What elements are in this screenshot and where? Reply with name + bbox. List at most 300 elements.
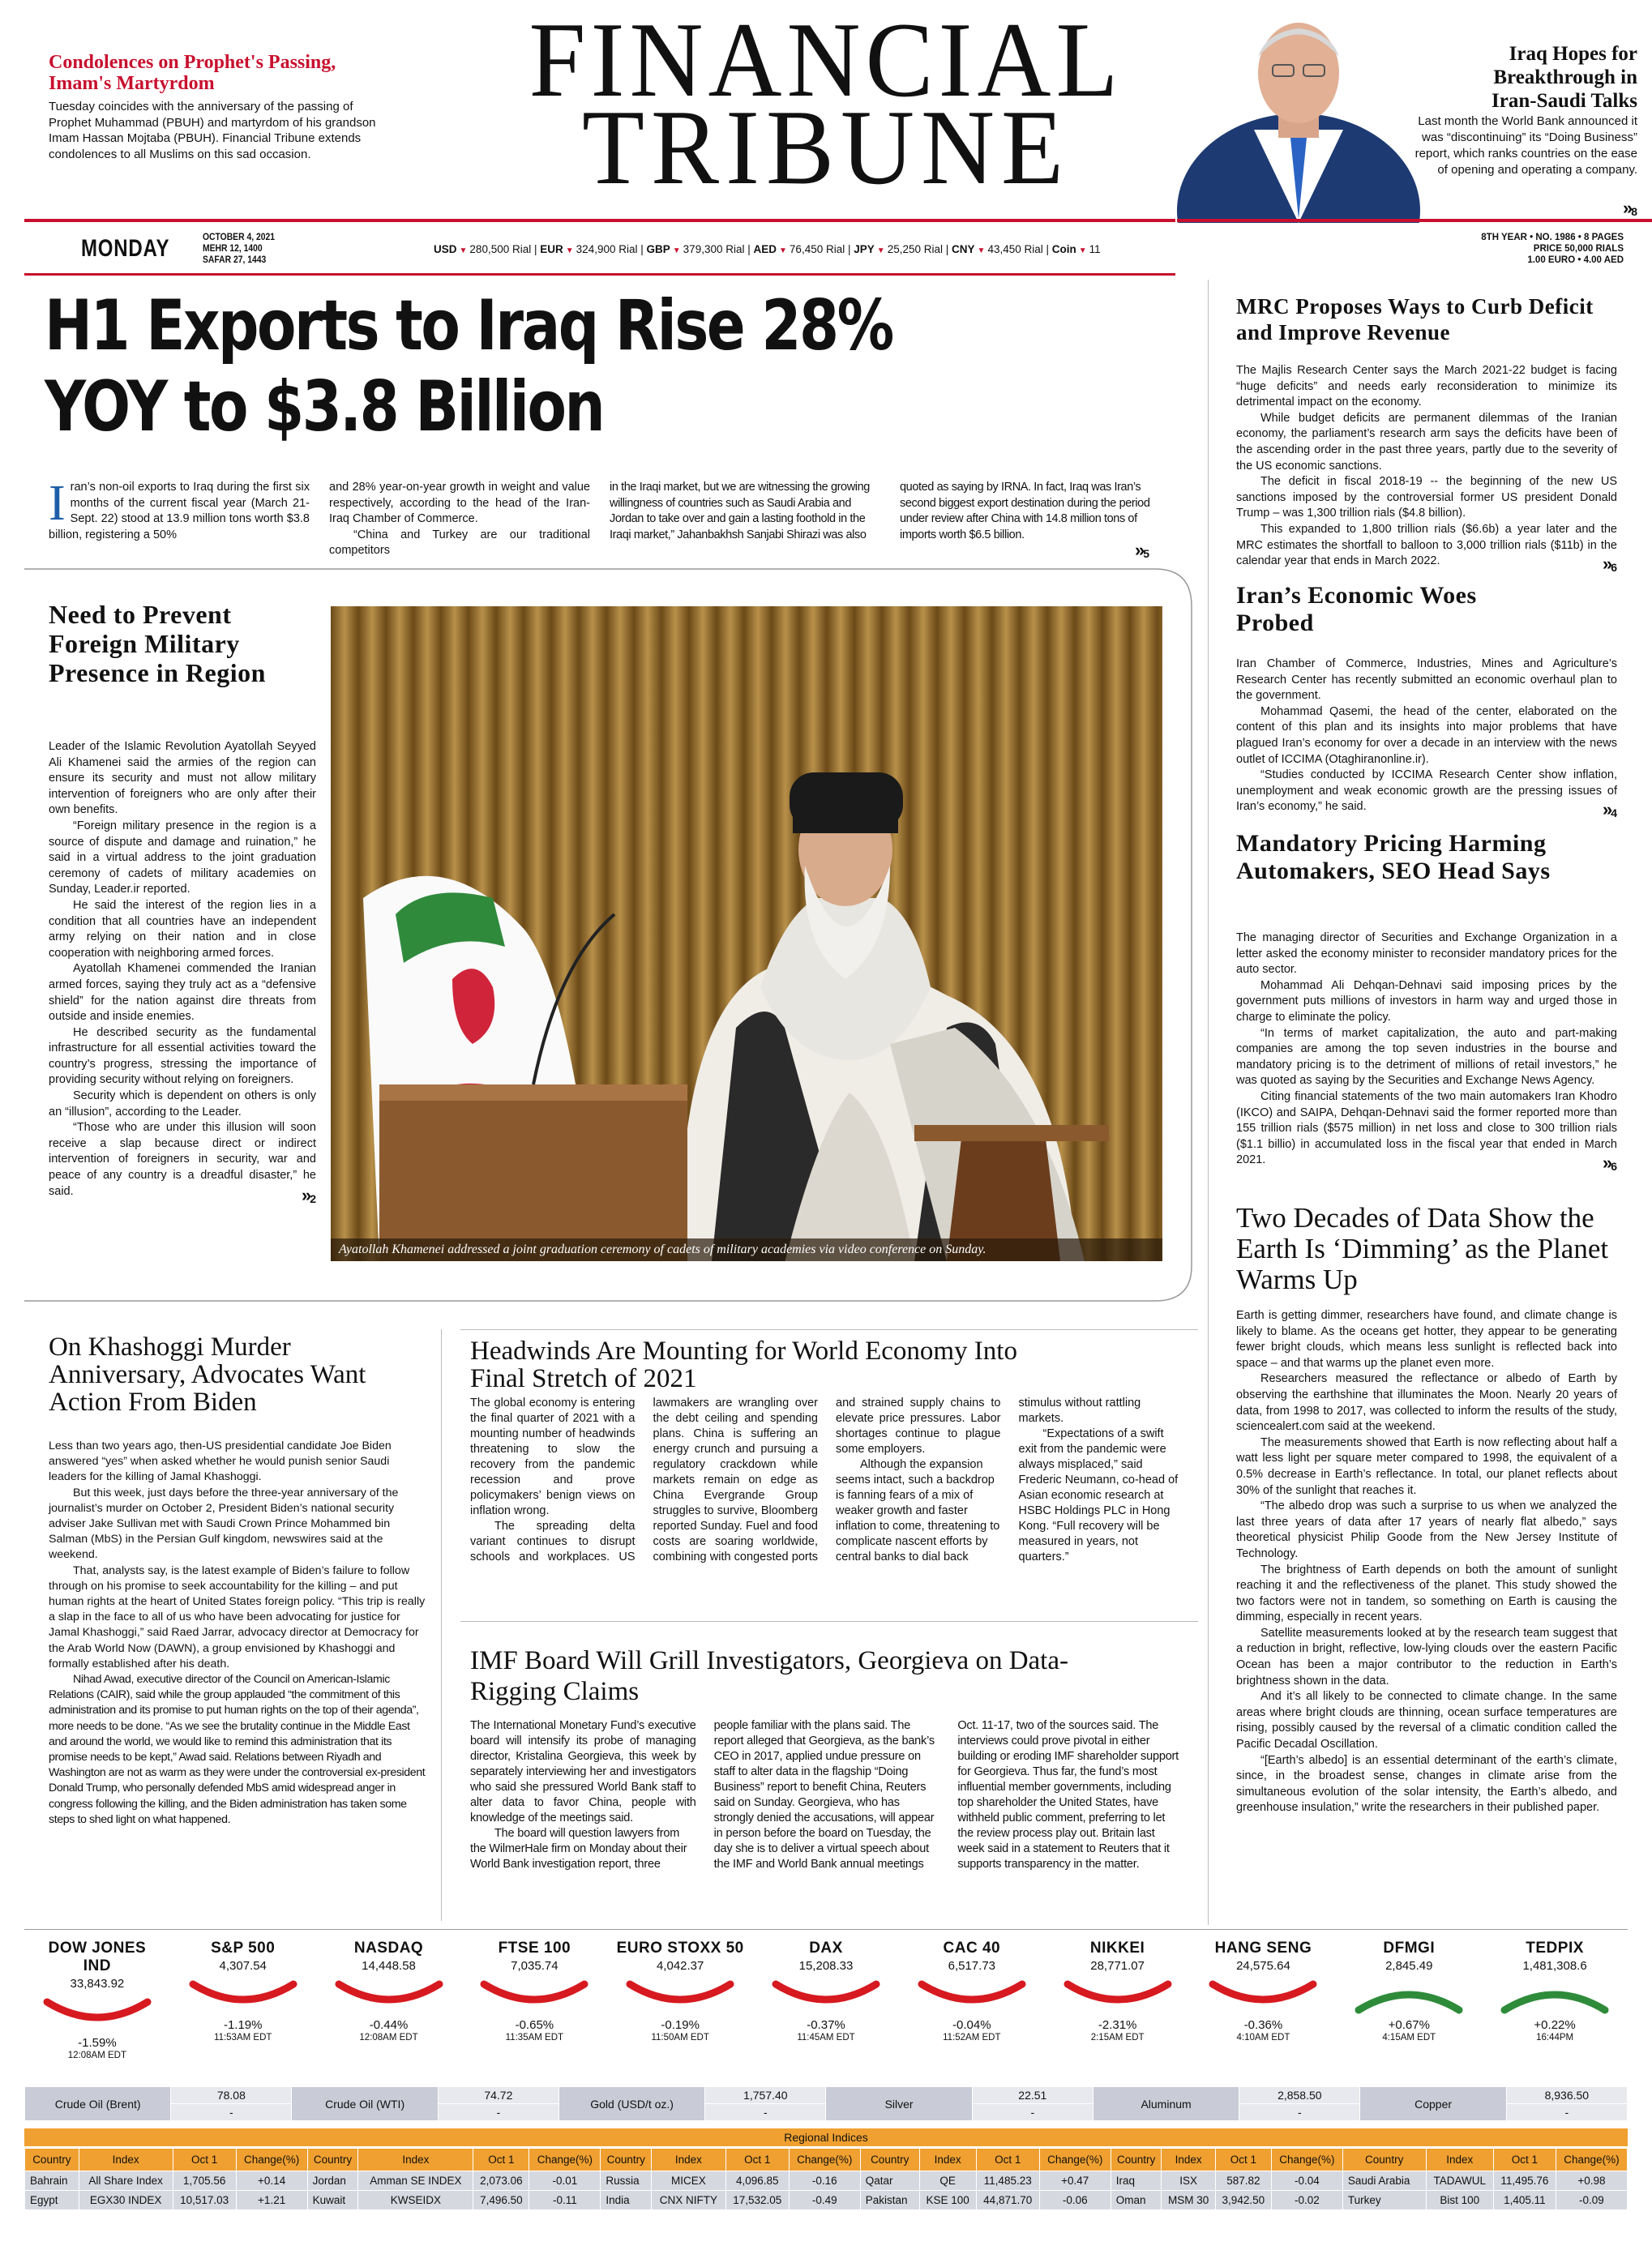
regional-indices-title: Regional Indices: [24, 2128, 1628, 2146]
commodity-value: 8,936.50: [1506, 2087, 1627, 2104]
woes-headline: Iran’s Economic Woes Probed: [1236, 582, 1477, 636]
khashoggi-p2: But this week, just days before the three-year anniversary of the journalist’s murder on October 2, President Biden’s national security adviser Jake Sullivan met with Saudi Crown Prince Mohammed bin Salman (MbS) in the Persian Gulf kingdom, newswires said at the weekend.: [49, 1486, 399, 1562]
ticker-value: 280,500 Rial: [469, 243, 532, 255]
photo-caption: Ayatollah Khamenei addressed a joint graduation ceremony of cadets of military academies via video conference on Sunday.: [331, 1238, 1162, 1261]
regional-cell: All Share Index: [79, 2171, 173, 2191]
ticker-value: 324,900 Rial: [576, 243, 638, 255]
regional-header: Index: [358, 2149, 473, 2171]
ticker-separator: |: [1042, 243, 1052, 255]
down-arrow-icon: [623, 1978, 737, 2017]
lead-col-2b-text: “China and Turkey are our traditional competitors: [329, 528, 590, 558]
regional-cell: Saudi Arabia: [1342, 2171, 1426, 2191]
pricing-body: [1236, 930, 1617, 1174]
index-change: +0.67%: [1388, 2018, 1430, 2032]
regional-header: Oct 1: [1215, 2149, 1271, 2171]
lead-headline-2: YOY to $3.8 Billion: [45, 366, 604, 447]
index-value: 4,042.37: [656, 1959, 704, 1973]
date-block: [203, 232, 275, 266]
condolences-headline: Condolences on Prophet's Passing, Imam's Martyrdom: [49, 52, 336, 94]
imf-p1: The International Monetary Fund’s executive board will intensify its probe of managing director, Kristalina Georgieva, this week by separately interviewing her and investigators who said she pressured World Bank staff to alter data to favor China, people with knowledge of the meetings said.: [470, 1719, 696, 1824]
regional-cell: -0.02: [1271, 2191, 1342, 2210]
ticker-separator: |: [637, 243, 647, 255]
regional-header: Change(%): [1039, 2149, 1111, 2171]
index-card: [178, 1940, 308, 2043]
index-time: 16:44PM: [1536, 2033, 1574, 2043]
commodity-change: -: [1506, 2104, 1627, 2121]
commodity-name: Silver: [826, 2087, 972, 2121]
index-name: EURO STOXX 50: [616, 1940, 744, 1957]
regional-cell: KWSEIDX: [358, 2191, 473, 2210]
index-value: 1,481,308.6: [1522, 1959, 1587, 1973]
ticker-item: [1052, 243, 1101, 255]
down-arrow-icon: [477, 1978, 591, 2017]
earth-p7: And it’s all likely to be connected to climate change. In the same areas where bright clouds are thinning, ocean surface temperatures are rising, possibly caused by the reversal of a climatic condition called the Pacific Decadal Oscillation.: [1236, 1690, 1617, 1752]
pricing-p1: The managing director of Securities and Exchange Organization in a letter asked the economy minister to reconsider mandatory prices for the auto sector.: [1236, 931, 1617, 977]
military-p5: He described security as the fundamental infrastructure for all essential activities toward the country’s progress, stressing the importance of providing security without relying on foreigners.: [49, 1025, 316, 1087]
down-arrow-icon: [769, 1978, 883, 2017]
regional-header: Index: [919, 2149, 976, 2171]
ticker-item: [434, 243, 540, 255]
pricing-page: 6: [1611, 1159, 1617, 1173]
commodity-change: -: [171, 2104, 292, 2121]
commodity-change: -: [438, 2104, 559, 2121]
military-page: 2: [310, 1192, 316, 1206]
index-card: [907, 1940, 1037, 2043]
regional-cell: +0.47: [1039, 2171, 1111, 2191]
headwinds-body: [470, 1396, 1183, 1615]
main-photo: [331, 606, 1162, 1261]
index-change: -1.19%: [223, 2018, 263, 2032]
regional-indices-table: [24, 2148, 1628, 2210]
down-arrow-icon: ▼: [977, 246, 986, 255]
regional-header: Index: [1426, 2149, 1493, 2171]
earth-p2: Researchers measured the reflectance or albedo of Earth by observing the earthshine that illuminates the Moon. Nearly 20 years of data, from 1998 to 2017, was collected to inform the results of the study, sciencealert.com said at the weekend.: [1236, 1372, 1617, 1434]
regional-cell: +0.98: [1556, 2171, 1627, 2191]
continued-arrow-icon: »6: [1602, 1152, 1617, 1173]
index-card: [324, 1940, 454, 2043]
index-card: [761, 1940, 891, 2043]
ticker-separator: |: [845, 243, 854, 255]
regional-cell: -0.09: [1556, 2191, 1627, 2210]
down-arrow-icon: ▼: [876, 246, 885, 255]
issue-price: PRICE 50,000 RIALS: [1533, 244, 1624, 254]
ticker-code: CNY: [952, 243, 975, 255]
day-label: MONDAY: [81, 235, 170, 262]
regional-cell: -0.01: [529, 2171, 601, 2191]
commodity-value: 2,858.50: [1239, 2087, 1360, 2104]
regional-header: Oct 1: [473, 2149, 529, 2171]
ticker-value: 76,450 Rial: [789, 243, 845, 255]
lead-dropcap: I: [49, 476, 66, 531]
regional-cell: 587.82: [1215, 2171, 1271, 2191]
index-name: NASDAQ: [353, 1940, 424, 1957]
pricing-p2: Mohammad Ali Dehqan-Dehnavi said imposing prices by the government puts millions of investors in harm way and urged those in charge to eliminate the policy.: [1236, 978, 1617, 1024]
woes-p3: “Studies conducted by ICCIMA Research Center show inflation, unemployment and weak economic growth are the pressing issues of Iran’s economy,” he said.: [1236, 768, 1617, 814]
ticker-code: USD: [434, 243, 457, 255]
regional-header: Oct 1: [725, 2149, 789, 2171]
down-arrow-icon: [1206, 1978, 1320, 2017]
regional-row: [25, 2191, 1628, 2210]
right-column-divider: [1208, 280, 1209, 1925]
index-time: 11:52AM EDT: [943, 2033, 1001, 2043]
index-change: -0.04%: [952, 2018, 991, 2032]
ticker-item: [754, 243, 854, 255]
regional-cell: Pakistan: [860, 2191, 919, 2210]
pricing-p3: “In terms of market capitalization, the auto and part-making companies are among the top seven industries in the bourse and mandatory pricing is to the detriment of millions of retail investors,” he was quoted as saying by the Securities and Exchange News Agency.: [1236, 1026, 1617, 1088]
index-value: 33,843.92: [70, 1977, 125, 1991]
portrait-photo: [1177, 8, 1420, 223]
index-change: -1.59%: [78, 2036, 117, 2050]
ticker-code: AED: [753, 243, 777, 255]
down-arrow-icon: ▼: [565, 246, 574, 255]
regional-cell: +0.14: [236, 2171, 307, 2191]
lead-headline-1: H1 Exports to Iraq Rise 28%: [45, 285, 892, 366]
regional-cell: Amman SE INDEX: [358, 2171, 473, 2191]
woes-p2: Mohammad Qasemi, the head of the center, elaborated on the content of this plan and its insights into major problems that have plagued Iran’s economy for over a decade in an interview with the news outlet of ICCIMA (Otaghiranonline.ir).: [1236, 704, 1617, 766]
down-arrow-icon: ▼: [672, 246, 681, 255]
ticker-code: Coin: [1051, 243, 1076, 255]
index-time: 11:45AM EDT: [797, 2033, 855, 2043]
index-card: [1490, 1940, 1620, 2043]
earth-p3: The measurements showed that Earth is now reflecting about half a watt less light per square meter compared to 1998, the equivalent of a 0.5% decrease in Earth’s reflectance. In total, our planet reflects about 30% of the sunlight that reaches it.: [1236, 1435, 1617, 1497]
imf-body: [470, 1718, 1183, 1921]
regional-cell: TADAWUL: [1426, 2171, 1493, 2191]
headwinds-p3: Although the expansion seems intact, such a backdrop is fanning fears of a mix of weaker growth and faster inflation to come, threatening to complicate nascent efforts by central banks to dial back stimulus without rattling markets.: [836, 1397, 1141, 1563]
regional-cell: 11,485.23: [976, 2171, 1039, 2191]
index-time: 4:15AM EDT: [1382, 2033, 1436, 2043]
commodity-change: -: [972, 2104, 1093, 2121]
commodity-value: 78.08: [171, 2087, 292, 2104]
regional-header: Oct 1: [976, 2149, 1039, 2171]
military-p2: “Foreign military presence in the region is a source of dispute and damage and ruination,” he said in a virtual address to the joint graduation ceremony of cadets of military academies on Sunday, Leader.ir reported.: [49, 819, 316, 896]
regional-cell: Turkey: [1342, 2191, 1426, 2210]
index-name: FTSE 100: [498, 1940, 571, 1957]
military-body: [49, 739, 316, 1206]
regional-cell: Bahrain: [25, 2171, 79, 2191]
khashoggi-p1: Less than two years ago, then-US presidential candidate Joe Biden answered “yes” when asked whether he would punish senior Saudi leaders for the killing of Jamal Khashoggi.: [49, 1439, 392, 1484]
lead-col-1-text: ran’s non-oil exports to Iraq during the first six months of the current fiscal year (March 21-Sept. 22) stood at 13.9 million tons worth $3.8 billion, registering a 50%: [49, 481, 310, 541]
regional-cell: -0.49: [789, 2191, 860, 2210]
mrc-body: [1236, 363, 1617, 575]
down-arrow-icon: [1061, 1978, 1175, 2017]
pricing-headline: Mandatory Pricing Harming Automakers, SEO Head Says: [1236, 830, 1551, 884]
pricing-p4: Citing financial statements of the two main automakers Iran Khodro (IKCO) and SAIPA, Dehqan-Dehnavi said the former reported more than 155 trillion rials ($575 million) in net loss and close to 300 trillion rials ($1.1 billio) in accumulated loss in the fiscal year that ended in March 2021.: [1236, 1089, 1617, 1167]
mrc-p1: The Majlis Research Center says the March 2021-22 budget is facing “huge deficits” and needs early reconsideration to minimize its detrimental impact on the economy.: [1236, 364, 1617, 409]
regional-cell: -0.11: [529, 2191, 601, 2210]
down-arrow-icon: [186, 1978, 300, 2017]
regional-cell: QE: [919, 2171, 976, 2191]
up-arrow-icon: [1352, 1978, 1466, 2017]
regional-header: Change(%): [236, 2149, 307, 2171]
regional-header: Index: [79, 2149, 173, 2171]
regional-cell: Russia: [601, 2171, 652, 2191]
regional-cell: 7,496.50: [473, 2191, 529, 2210]
date-persian: MEHR 12, 1400: [203, 244, 263, 254]
lead-col-2a-text: and 28% year-on-year growth in weight and value respectively, according to the head of the Iran-Iraq Chamber of Commerce.: [329, 481, 590, 526]
commodity-name: Crude Oil (Brent): [25, 2087, 171, 2121]
headwinds-top-rule: [460, 1329, 1198, 1330]
currency-ticker: [434, 243, 1175, 263]
index-card: [615, 1940, 745, 2043]
logo-line-1: FINANCIAL: [529, 1, 1123, 120]
commodity-change: -: [1239, 2104, 1360, 2121]
index-time: 11:35AM EDT: [505, 2033, 564, 2043]
military-p1: Leader of the Islamic Revolution Ayatollah Seyyed Ali Khamenei said the armies of the region can ensure its security and must not allow military intervention of foreigners who are only after their own benefits.: [49, 740, 316, 817]
regional-cell: 4,096.85: [725, 2171, 789, 2191]
regional-header: Country: [1342, 2149, 1426, 2171]
index-name: CAC 40: [943, 1940, 1001, 1957]
imf-top-rule: [460, 1621, 1198, 1622]
regional-header-row: [25, 2149, 1628, 2171]
index-name: DFMGI: [1383, 1940, 1436, 1957]
khashoggi-headline: On Khashoggi Murder Anniversary, Advocates Want Action From Biden: [49, 1332, 366, 1417]
down-arrow-icon: [915, 1978, 1029, 2017]
masthead-rule-top-right: [1177, 219, 1652, 222]
continued-arrow-icon: »8: [1622, 198, 1637, 218]
regional-cell: 2,073.06: [473, 2171, 529, 2191]
mrc-p2: While budget deficits are permanent dilemmas of the Iranian economy, the parliament’s research arm says the deficits have been of the ascending order in the past three years, partly due to the severity of the US economic sanctions.: [1236, 411, 1617, 473]
woes-body: [1236, 657, 1617, 820]
military-p3: He said the interest of the region lies in a condition that all countries have an independent army relying on their nation and in close cooperation with neighboring armed forces.: [49, 898, 316, 960]
index-card: [1344, 1940, 1474, 2043]
index-change: -0.65%: [515, 2018, 554, 2032]
commodity-name: Aluminum: [1093, 2087, 1239, 2121]
regional-header: Oct 1: [1493, 2149, 1556, 2171]
index-change: -0.19%: [661, 2018, 700, 2032]
regional-cell: MICEX: [652, 2171, 726, 2191]
mrc-page: 6: [1611, 560, 1617, 574]
headwinds-p1: The global economy is entering the final quarter of 2021 with a mounting number of headwinds threatening to slow the recovery from the pandemic recession and prove policymakers’ benign views on inflation wrong.: [470, 1397, 636, 1517]
index-card: [32, 1940, 162, 2060]
index-value: 2,845.49: [1385, 1959, 1433, 1973]
index-value: 28,771.07: [1090, 1959, 1145, 1973]
commodity-value: 22.51: [972, 2087, 1093, 2104]
headwinds-p2: The spreading delta variant continues to disrupt schools and workplaces. US lawmakers are wrangling over the debt ceiling and spending plans. China is suffering an energy crunch and pursuing a regulatory crackdown while markets remain on edge as China Evergrande Group struggles to survive, Bloomberg reported Sunday. Fuel and food costs are soaring worldwide, combining with congested ports and strained supply chains to elevate price pressures. Labor shortages continue to plague some employers.: [470, 1397, 1001, 1563]
commodities-table: [24, 2086, 1628, 2121]
regional-cell: 11,495.76: [1493, 2171, 1556, 2191]
index-time: 2:15AM EDT: [1090, 2033, 1145, 2043]
headwinds-p4: “Expectations of a swift exit from the pandemic were always misplaced,” said Frederic Neumann, co-head of Asian economic research at HSBC Holdings PLC in Hong Kong. “Full recovery will be measured in years, not quarters.”: [1018, 1427, 1179, 1563]
ticker-item: [952, 243, 1052, 255]
regional-header: Change(%): [1271, 2149, 1342, 2171]
regional-cell: India: [601, 2191, 652, 2210]
regional-header: Index: [1162, 2149, 1215, 2171]
index-change: -2.31%: [1098, 2018, 1137, 2032]
regional-cell: 17,532.05: [725, 2191, 789, 2210]
regional-cell: Jordan: [307, 2171, 358, 2191]
woes-page: 4: [1611, 806, 1617, 819]
ticker-item: [854, 243, 952, 255]
index-value: 7,035.74: [511, 1959, 559, 1973]
earth-headline: Two Decades of Data Show the Earth Is ‘Dimming’ as the Planet Warms Up: [1236, 1202, 1609, 1295]
ticker-code: GBP: [646, 243, 670, 255]
ticker-value: 43,450 Rial: [987, 243, 1043, 255]
logo-line-2: TRIBUNE: [582, 88, 1070, 207]
regional-cell: MSM 30: [1162, 2191, 1215, 2210]
index-change: -0.37%: [807, 2018, 845, 2032]
ticker-value: 11: [1089, 243, 1101, 255]
regional-header: Country: [601, 2149, 652, 2171]
regional-cell: 10,517.03: [173, 2191, 236, 2210]
commodities-row-values: [25, 2087, 1628, 2104]
index-name: S&P 500: [211, 1940, 276, 1957]
index-change: -0.44%: [369, 2018, 409, 2032]
commodity-value: 74.72: [438, 2087, 559, 2104]
regional-header: Change(%): [1556, 2149, 1627, 2171]
commodity-value: 1,757.40: [705, 2087, 826, 2104]
regional-cell: +1.21: [236, 2191, 307, 2210]
regional-cell: Kuwait: [307, 2191, 358, 2210]
regional-header: Country: [307, 2149, 358, 2171]
regional-cell: 3,942.50: [1215, 2191, 1271, 2210]
index-name: DOW JONES IND: [48, 1940, 147, 1974]
issue-block: [1481, 232, 1624, 266]
military-p7: “Those who are under this illusion will soon receive a slap because direct or indirect intervention of foreigners in security, war and peace of any country is a dreadful disaster,” he said.: [49, 1121, 316, 1198]
ticker-separator: |: [943, 243, 952, 255]
regional-cell: EGX30 INDEX: [79, 2191, 173, 2210]
imf-p2: The board will question lawyers from the WilmerHale firm on Monday about their World Bank investigation report, three people familiar with the plans said. The report alleged that Georgieva, as the bank’s CEO in 2017, applied undue pressure on staff to alter data in the flagship “Doing Business” report to benefit China, Reuters said on Sunday. Georgieva, who has strongly denied the accusations, will appear in person before the board on Tuesday, the day she is to deliver a virtual speech about the IMF and World Bank annual meetings Oct. 11-17, two of the sources said. The interviews could prove pivotal in either building or eroding IMF shareholder support for Georgieva. Thus far, the fund’s most influential member governments, including top shareholder the United States, have withheld public comment, preferring to let the review process play out. Britain last week said in a statement to Reuters that it supports transparency in the matter.: [470, 1719, 1179, 1871]
earth-p6: Satellite measurements looked at by the research team suggest that a reduction in bright, reflective, low-lying clouds over the eastern Pacific Ocean has been a major contributor to the reduction in Earth’s brightness shown in the data.: [1236, 1626, 1617, 1688]
markets-top-rule: [24, 1929, 1628, 1930]
ticker-separator: |: [531, 243, 541, 255]
masthead-rule-bottom: [24, 273, 1175, 276]
down-arrow-icon: ▼: [459, 246, 468, 255]
lead-col-1: [49, 476, 310, 543]
photo-illustration: [331, 606, 1162, 1261]
continued-arrow-icon: »6: [1602, 553, 1617, 574]
woes-p1: Iran Chamber of Commerce, Industries, Mines and Agriculture’s Research Center has recently submitted an economic overhaul plan to the government.: [1236, 657, 1617, 703]
ticker-item: [647, 243, 754, 255]
down-arrow-icon: [332, 1978, 446, 2017]
regional-cell: ISX: [1162, 2171, 1215, 2191]
ticker-value: 379,300 Rial: [683, 243, 745, 255]
issue-price-foreign: 1.00 EURO • 4.00 AED: [1527, 255, 1624, 265]
iraq-teaser-page: 8: [1631, 205, 1637, 218]
regional-header: Index: [652, 2149, 726, 2171]
military-p4: Ayatollah Khamenei commended the Iranian armed forces, saying they truly act as a “defensive shield” for the nation against dire threats from outside and inside enemies.: [49, 962, 316, 1024]
index-change: +0.22%: [1534, 2018, 1576, 2032]
regional-cell: -0.16: [789, 2171, 860, 2191]
index-time: 11:53AM EDT: [214, 2033, 272, 2043]
ticker-item: [540, 243, 646, 255]
bottom-left-divider: [441, 1329, 442, 1921]
index-time: 4:10AM EDT: [1236, 2033, 1290, 2043]
khashoggi-p4: Nihad Awad, executive director of the Council on American-Islamic Relations (CAIR), said while the group applauded “the commitment of this administration and its promise to put human rights on the top of their agenda”, more needs to be done. “As we see the brutality continue in the Middle East and around the world, we would like to remind this administration that its promise needs to be kept,” Awad said. Relations between Riyadh and Washington are not as warm as they were under the controversial ex-president Donald Trump, who personally defended MbS amid widespread anger in congress following the killing, and the Biden administration has taken some steps to shed light on what happened.: [49, 1673, 426, 1826]
regional-header: Change(%): [529, 2149, 601, 2171]
continued-arrow-icon: »5: [1135, 540, 1150, 560]
index-card: [469, 1940, 599, 2043]
condolences-body: Tuesday coincides with the anniversary of the passing of Prophet Muhammad (PBUH) and martyrdom of his grandson Imam Hassan Mojtaba (PBUH). Financial Tribune extends condolences to all Muslims on this sad occasion.: [49, 100, 376, 161]
iraq-teaser: [1177, 8, 1652, 223]
ticker-code: JPY: [854, 243, 875, 255]
earth-p8: “[Earth’s albedo] is an essential determinant of the earth’s climate, since, in the broadest sense, changes in climate arise from the simultaneous evolution of the solar intensity, the Earth’s albedo, and greenhouse insulation,” write the researchers in their published paper.: [1236, 1753, 1617, 1815]
regional-cell: -0.06: [1039, 2191, 1111, 2210]
index-value: 6,517.73: [948, 1959, 995, 1973]
regional-cell: Oman: [1111, 2191, 1162, 2210]
lead-col-4: quoted as saying by IRNA. In fact, Iraq was Iran’s second biggest export destination during the period under review after China with 14.8 million tons of imports worth $6.5 billion.: [900, 481, 1150, 541]
down-arrow-icon: ▼: [1078, 246, 1087, 255]
index-time: 12:08AM EDT: [359, 2033, 418, 2043]
index-name: TEDPIX: [1526, 1940, 1584, 1957]
continued-arrow-icon: »2: [301, 1185, 316, 1206]
iraq-teaser-headline: Iraq Hopes for Breakthrough in Iran-Saudi Talks: [1492, 43, 1637, 112]
lead-col-3: in the Iraqi market, but we are witnessing the growing willingness of countries such as Saudi Arabia and Jordan to take over and gain a lasting foothold in the Iraqi market,” Jahanbakhsh Sanjabi Shirazi was also: [610, 481, 870, 541]
lead-body: [49, 476, 1167, 569]
index-value: 14,448.58: [362, 1959, 416, 1973]
regional-cell: 1,705.56: [173, 2171, 236, 2191]
mrc-p3: The deficit in fiscal 2018-19 -- the beginning of the new US sanctions imposed by the controversial former US president Donald Trump – was 1,300 trillion rials ($4.8 billion).: [1236, 475, 1617, 520]
commodity-change: -: [705, 2104, 826, 2121]
lead-headline: [45, 285, 975, 447]
continued-arrow-icon: »4: [1602, 798, 1617, 819]
date-hijri: SAFAR 27, 1443: [203, 255, 267, 265]
regional-header: Country: [25, 2149, 79, 2171]
earth-p5: The brightness of Earth depends on both the amount of sunlight reaching it and the reflectiveness of the planet. This study showed the two factors were not in tandem, so something on Earth is causing the dimming, especially in recent years.: [1236, 1563, 1617, 1624]
regional-header: Change(%): [789, 2149, 860, 2171]
khashoggi-body: [49, 1439, 430, 1828]
khashoggi-p3: That, analysts say, is the latest example of Biden’s failure to follow through on his promise to seek accountability for the killing – and put human rights at the heart of United States foreign policy. “This trip is really a slap in the face to all of us who have been advocating for justice for Jamal Khashoggi,” said Raed Jarrar, advocacy director at Democracy for the Arab World Now (DAWN), a group envisioned by Khashoggi and formally established after his death.: [49, 1563, 426, 1670]
issue-number: 8TH YEAR • NO. 1986 • 8 PAGES: [1481, 233, 1624, 242]
masthead-rule-top: [24, 219, 1175, 222]
iraq-teaser-body: Last month the World Bank announced it was “discontinuing” its “Doing Business” report, which ranks countries on the ease of opening and operating a company.: [1414, 114, 1637, 177]
index-card: [1198, 1940, 1328, 2043]
commodity-name: Gold (USD/t oz.): [559, 2087, 704, 2121]
commodity-name: Copper: [1360, 2087, 1506, 2121]
regional-cell: -0.04: [1271, 2171, 1342, 2191]
regional-header: Country: [1111, 2149, 1162, 2171]
earth-p4: “The albedo drop was such a surprise to us when we analyzed the last three years of data after 17 years of nearly flat albedo,” says theoretical physicist Philip Goode from the New Jersey Institute of Technology.: [1236, 1499, 1617, 1560]
regional-cell: Egypt: [25, 2191, 79, 2210]
index-time: 12:08AM EDT: [67, 2051, 127, 2060]
index-card: [1053, 1940, 1183, 2043]
earth-body: [1236, 1308, 1617, 1816]
commodity-name: Crude Oil (WTI): [292, 2087, 438, 2121]
down-arrow-icon: [41, 1995, 154, 2034]
index-time: 11:50AM EDT: [651, 2033, 709, 2043]
mrc-p4: This expanded to 1,800 trillion rials ($6.6b) a year later and the MRC estimates the shortfall to balloon to 3,000 trillion rials ($11b) in the calendar year that ends in March 2022.: [1236, 522, 1617, 568]
regional-cell: Bist 100: [1426, 2191, 1493, 2210]
index-name: NIKKEI: [1089, 1940, 1145, 1957]
regional-cell: 44,871.70: [976, 2191, 1039, 2210]
ticker-value: 25,250 Rial: [887, 243, 943, 255]
down-arrow-icon: ▼: [779, 246, 787, 255]
index-name: DAX: [809, 1940, 843, 1957]
index-change: -0.36%: [1243, 2018, 1283, 2032]
index-value: 24,575.64: [1236, 1959, 1290, 1973]
index-value: 4,307.54: [219, 1959, 267, 1973]
military-p6: Security which is dependent on others is only an “illusion”, according to the Leader.: [49, 1089, 316, 1119]
mrc-headline: MRC Proposes Ways to Curb Deficit and Improve Revenue: [1236, 294, 1594, 344]
index-value: 15,208.33: [798, 1959, 854, 1973]
regional-cell: KSE 100: [919, 2191, 976, 2210]
regional-cell: Iraq: [1111, 2171, 1162, 2191]
regional-cell: 1,405.11: [1493, 2191, 1556, 2210]
regional-cell: CNX NIFTY: [652, 2191, 726, 2210]
imf-headline: IMF Board Will Grill Investigators, Georgieva on Data-Rigging Claims: [470, 1646, 1068, 1706]
earth-p1: Earth is getting dimmer, researchers have found, and climate change is likely to blame. As the oceans get hotter, they appear to be generating fewer bright clouds, which means less sunlight is reflected back into space – and that warms up the planet even more.: [1236, 1309, 1617, 1370]
lead-col-2: [329, 480, 590, 559]
military-headline: Need to Prevent Foreign Military Presence in Region: [49, 600, 266, 687]
ticker-code: EUR: [540, 243, 563, 255]
regional-header: Oct 1: [173, 2149, 236, 2171]
headwinds-headline: Headwinds Are Mounting for World Economy Into Final Stretch of 2021: [470, 1337, 1017, 1393]
date-gregorian: OCTOBER 4, 2021: [203, 233, 275, 242]
index-name: HANG SENG: [1214, 1940, 1312, 1957]
ticker-separator: |: [744, 243, 754, 255]
regional-header: Country: [860, 2149, 919, 2171]
regional-row: [25, 2171, 1628, 2191]
lead-page: 5: [1143, 547, 1150, 560]
